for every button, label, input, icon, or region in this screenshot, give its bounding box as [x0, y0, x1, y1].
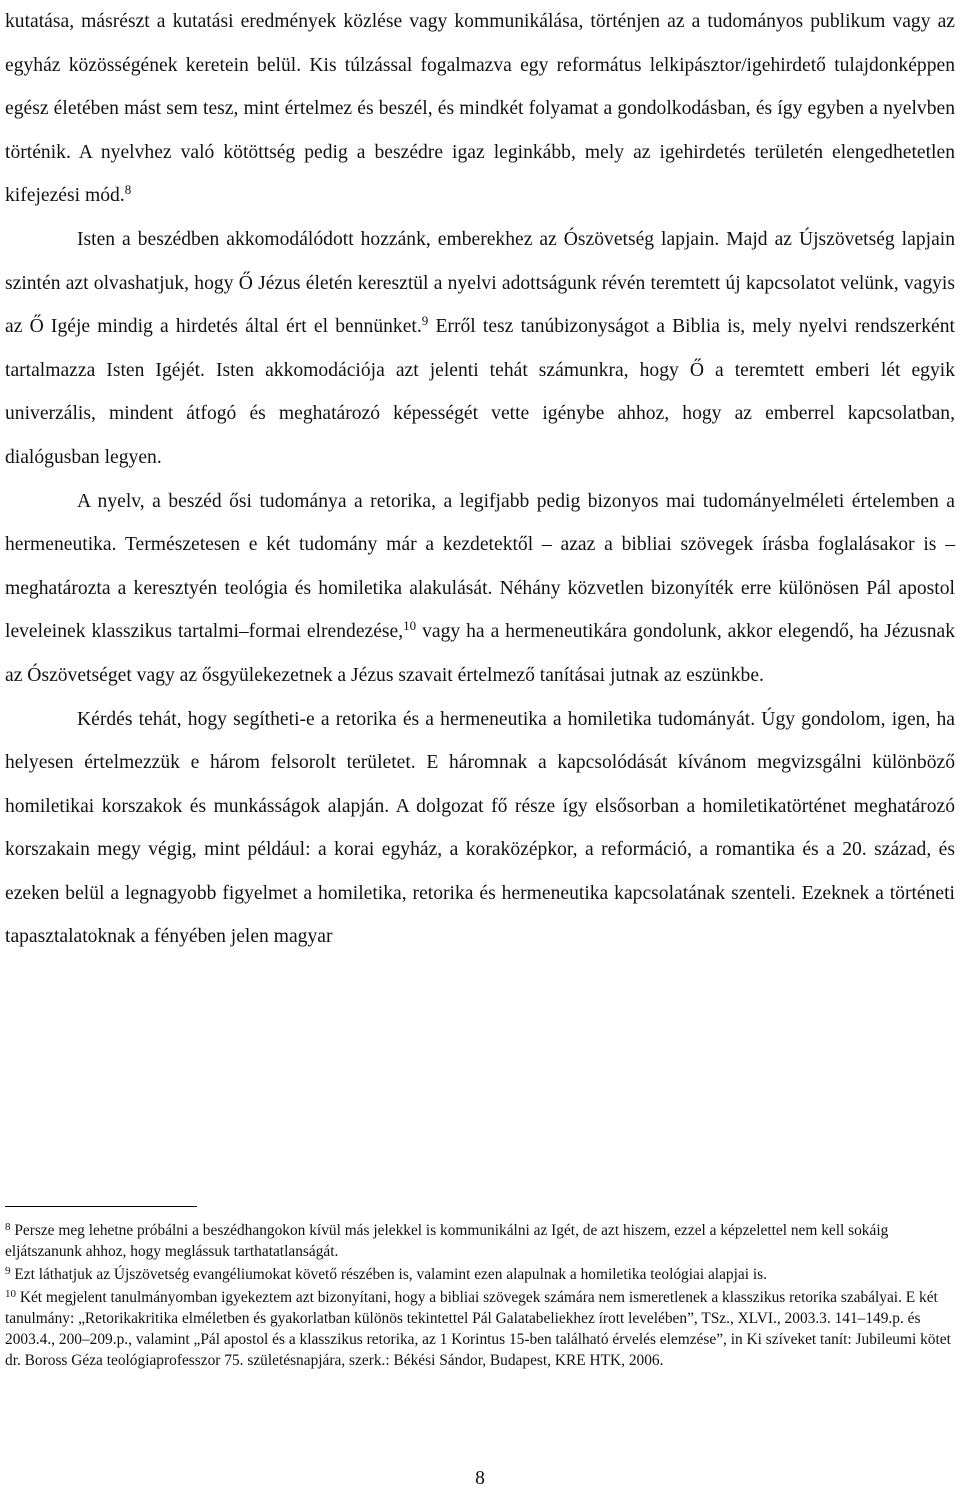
footnote-number: 8 — [5, 1221, 11, 1233]
footnote-number: 9 — [5, 1265, 11, 1277]
paragraph-text: vagy ha a hermeneutikára gondolunk, akkor elegendő, ha Jézusnak az Ószövetséget vagy az ősgyülekezetnek a Jézus szavait értelmező tanításai jutnak az eszünkbe. — [5, 621, 955, 686]
paragraph-text: Kérdés tehát, hogy segítheti-e a retorika és a hermeneutika a homiletika tudományát. Úgy gondolom, igen, ha helyesen értelmezzük e három felsorolt területet. E háromnak a kapcsolódását kívánom megvizsgálni különböző homiletikai korszakok és munkásságok alapján. A dolgozat fő része így elsősorban a homiletikatörténet meghatározó korszakain megy végig, mint például: a korai egyház, a koraközépkor, a reformáció, a romantika és a 20. század, és ezeken belül a legnagyobb figyelmet a homiletika, retorika és hermeneutika kapcsolatának szenteli. Ezeknek a történeti tapasztalatoknak a fényében jelen magyar — [5, 708, 955, 948]
paragraph-text: kutatása, másrészt a kutatási eredmények közlése vagy kommunikálása, történjen az a tudományos publikum vagy az egyház közösségének keretein belül. Kis túlzással fogalmazva egy református lelkipásztor/igehirdető tulajdonképpen egész életében mást sem tesz, mint értelmez és beszél, és mindkét folyamat a gondolkodásban, és így egyben a nyelvben történik. A nyelvhez való kötöttség pedig a beszédre igaz leginkább, mely az igehirdetés területén elengedhetetlen kifejezési mód. — [5, 11, 955, 207]
footnote-text: Persze meg lehetne próbálni a beszédhangokon kívül más jelekkel is kommunikálni az Igét, de azt hiszem, ezzel a képzelettel nem kell sokáig eljátszanunk ahhoz, hogy meglássuk tarthatatlanságát. — [5, 1222, 889, 1260]
paragraph-text: Isten a beszédben akkomodálódott hozzánk, emberekhez az Ószövetség lapjain. Majd az Újszövetség lapjain szintén azt olvashatjuk, hogy Ő Jézus életén keresztül a nyelvi adottságunk révén teremtett új kapcsolatot velünk, vagyis az Ő Igéje mindig a hirdetés által ért el bennünket. — [5, 228, 955, 338]
footnotes — [5, 1220, 955, 1373]
body-text — [5, 0, 955, 959]
paragraph — [5, 218, 955, 480]
footnote-separator — [5, 1206, 197, 1207]
footnote-reference[interactable]: 10 — [403, 618, 417, 634]
footnote-reference[interactable]: 9 — [421, 313, 429, 329]
page-number: 8 — [475, 1468, 485, 1489]
paragraph — [5, 0, 955, 218]
paragraph-text: A nyelv, a beszéd ősi tudománya a retorika, a legifjabb pedig bizonyos mai tudományelméleti értelemben a hermeneutika. Természetesen e két tudomány már a kezdetektől – azaz a bibliai szövegek írásba foglalásakor is – meghatározta a keresztyén teológia és homiletika alakulását. Néhány közvetlen bizonyíték erre különösen Pál apostol leveleinek klasszikus tartalmi–formai elrendezése, — [5, 490, 955, 643]
footnote — [5, 1264, 955, 1285]
footnote-number: 10 — [5, 1288, 16, 1300]
footnote — [5, 1220, 955, 1262]
footnote — [5, 1287, 955, 1371]
paragraph-text: Erről tesz tanúbizonyságot a Biblia is, mely nyelvi rendszerként tartalmazza Isten Igéjét. Isten akkomodációja azt jelenti tehát számunkra, hogy Ő a teremtett emberi lét egyik univerzális, mindent átfogó és meghatározó képességét vette igénybe ahhoz, hogy az emberrel kapcsolatban, dialógusban legyen. — [5, 316, 955, 468]
paragraph — [5, 698, 955, 960]
footnote-reference[interactable]: 8 — [124, 182, 132, 198]
footnote-text: Ezt láthatjuk az Újszövetség evangéliumokat követő részében is, valamint ezen alapulnak a homiletika teológiai alapjai is. — [10, 1266, 767, 1283]
footnote-text: Két megjelent tanulmányomban igyekeztem azt bizonyítani, hogy a bibliai szövegek számára nem ismeretlenek a klasszikus retorika szabályai. E két tanulmány: „Retorikakritika elméletben és gyakorlatban különös tekintettel Pál Galatabeliekhez írott levelében”, TSz., XLVI., 2003.3. 141–149.p. és 2003.4., 200–209.p., valamint „Pál apostol és a klasszikus retorika, az 1 Korintus 15-ben található érvelés elemzése”, in Ki szíveket tanít: Jubileumi kötet dr. Boross Géza teológiaprofesszor 75. születésnapjára, szerk.: Békési Sándor, Budapest, KRE HTK, 2006. — [5, 1289, 951, 1369]
paragraph — [5, 480, 955, 698]
